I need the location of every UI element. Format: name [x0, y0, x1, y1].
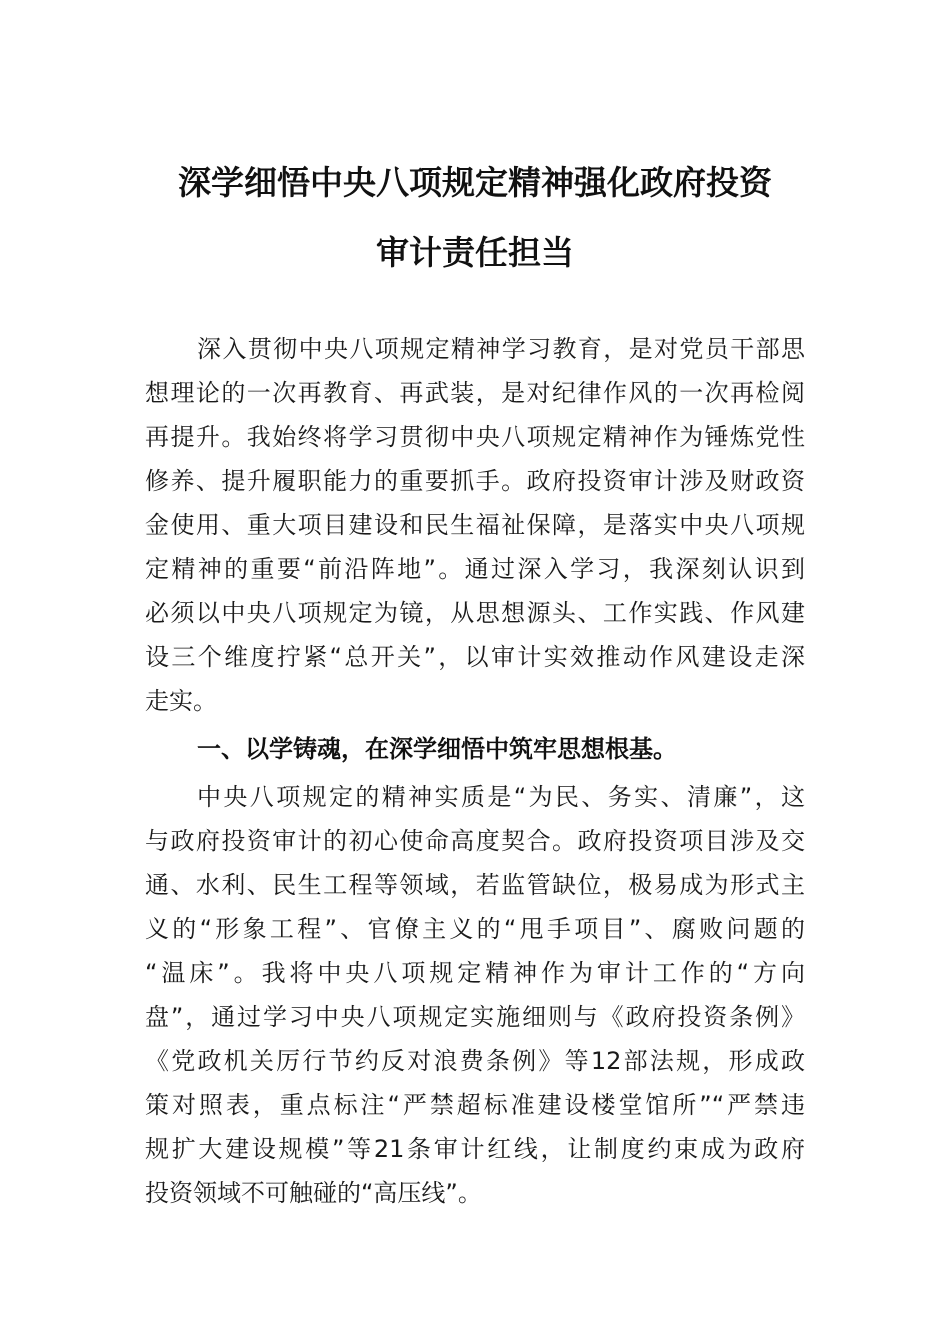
paragraph-1-line: 想理论的一次再教育、再武装，是对纪律作风的一次再检阅: [145, 379, 805, 407]
paragraph-2-line: 通、水利、民生工程等领域，若监管缺位，极易成为形式主: [145, 871, 805, 899]
paragraph-1-line: 深入贯彻中央八项规定精神学习教育，是对党员干部思: [197, 335, 805, 363]
paragraph-2-line: 策对照表，重点标注“严禁超标准建设楼堂馆所”“严禁违: [145, 1091, 805, 1119]
paragraph-1-line: 金使用、重大项目建设和民生福祉保障，是落实中央八项规: [145, 511, 805, 539]
document-title-line-2: 审计责任担当: [376, 233, 574, 272]
paragraph-2-line: 义的“形象工程”、官僚主义的“甩手项目”、腐败问题的: [145, 915, 805, 943]
paragraph-2-line: 盘”，通过学习中央八项规定实施细则与《政府投资条例》: [145, 1003, 805, 1031]
paragraph-2-line: 投资领域不可触碰的“高压线”。: [145, 1179, 482, 1207]
paragraph-1-line: 修养、提升履职能力的重要抓手。政府投资审计涉及财政资: [145, 467, 805, 495]
paragraph-2-line: 规扩大建设规模”等21条审计红线，让制度约束成为政府: [145, 1135, 805, 1163]
paragraph-1-line: 设三个维度拧紧“总开关”，以审计实效推动作风建设走深: [145, 643, 805, 671]
paragraph-1-line: 定精神的重要“前沿阵地”。通过深入学习，我深刻认识到: [145, 555, 805, 583]
paragraph-1-line: 走实。: [145, 687, 217, 715]
document-title-line-1: 深学细悟中央八项规定精神强化政府投资: [178, 163, 772, 202]
section-heading-1: 一、以学铸魂，在深学细悟中筑牢思想根基。: [197, 735, 677, 763]
paragraph-1-line: 再提升。我始终将学习贯彻中央八项规定精神作为锤炼党性: [145, 423, 805, 451]
paragraph-2-line: 与政府投资审计的初心使命高度契合。政府投资项目涉及交: [145, 827, 805, 855]
paragraph-2-line: 中央八项规定的精神实质是“为民、务实、清廉”，这: [197, 783, 805, 811]
paragraph-2-line: 《党政机关厉行节约反对浪费条例》等12部法规，形成政: [145, 1047, 805, 1075]
paragraph-2-line: “温床”。我将中央八项规定精神作为审计工作的“方向: [145, 959, 805, 987]
paragraph-1-line: 必须以中央八项规定为镜，从思想源头、工作实践、作风建: [145, 599, 805, 627]
